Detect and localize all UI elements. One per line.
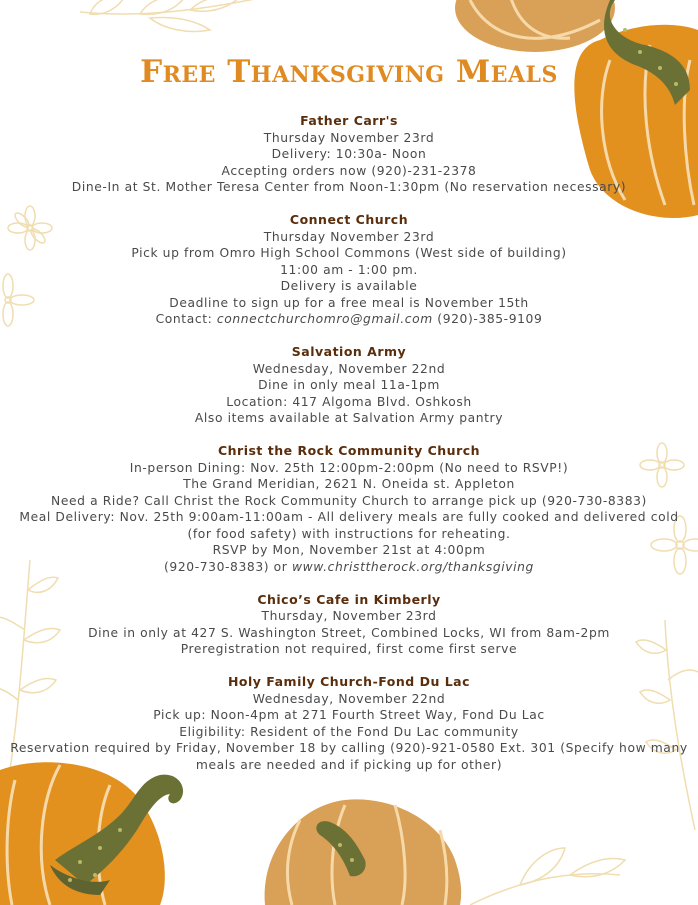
event-eligibility: Eligibility: Resident of the Fond Du Lac community bbox=[179, 724, 519, 739]
event-connect-church bbox=[10, 212, 688, 328]
contact-prefix: Contact: bbox=[155, 312, 217, 326]
event-rsvp: RSVP by Mon, November 21st at 4:00pm bbox=[212, 543, 486, 557]
page-title: Free Thanksgiving Meals bbox=[140, 54, 558, 90]
event-reservation: Reservation required by Friday, November 18 by calling (920)-921-0580 Ext. 301 (Specify how many meals are needed and if picking up for other) bbox=[10, 741, 688, 772]
event-location: Location: 417 Algoma Blvd. Oshkosh bbox=[226, 394, 472, 409]
leaf-sprig-bottom-right-icon bbox=[470, 848, 625, 905]
event-orders: Accepting orders now (920)-231-2378 bbox=[221, 163, 477, 178]
event-date: Wednesday, November 22nd bbox=[252, 691, 446, 706]
leaf-sprig-top-left-icon bbox=[80, 0, 260, 32]
contact-phone: (920)-385-9109 bbox=[432, 312, 543, 326]
event-name: Chico’s Cafe in Kimberly bbox=[257, 591, 441, 607]
event-dining: In-person Dining: Nov. 25th 12:00pm-2:00pm (No need to RSVP!) bbox=[129, 460, 569, 475]
event-web bbox=[10, 559, 688, 576]
event-meal-delivery: Meal Delivery: Nov. 25th 9:00am-11:00am - All delivery meals are fully cooked and delivered cold (for food safety) with instructions for reheating. bbox=[19, 510, 679, 541]
event-contact bbox=[10, 311, 688, 328]
pumpkin-bottom-center-icon bbox=[265, 799, 462, 905]
event-name: Connect Church bbox=[289, 212, 409, 227]
event-time: Dine in only meal 11a-1pm bbox=[258, 378, 440, 392]
event-name: Salvation Army bbox=[291, 344, 407, 359]
contact-email-link[interactable]: connectchurchomro@gmail.com bbox=[216, 312, 433, 326]
event-location: The Grand Meridian, 2621 N. Oneida st. Appleton bbox=[183, 477, 515, 491]
event-date: Wednesday, November 22nd bbox=[252, 361, 446, 376]
event-date: Thursday November 23rd bbox=[263, 229, 435, 244]
event-chicos-cafe bbox=[10, 592, 688, 658]
event-delivery: Delivery: 10:30a- Noon bbox=[271, 147, 427, 161]
event-time: 11:00 am - 1:00 pm. bbox=[280, 262, 418, 277]
event-holy-family bbox=[10, 674, 688, 773]
event-dine-in: Dine-In at St. Mother Teresa Center from Noon-1:30pm (No reservation necessary) bbox=[71, 180, 627, 194]
event-registration: Preregistration not required, first come first serve bbox=[180, 642, 518, 656]
event-delivery: Delivery is available bbox=[280, 279, 418, 293]
event-pickup: Pick up: Noon-4pm at 271 Fourth Street Way, Fond Du Lac bbox=[153, 708, 545, 722]
event-father-carrs bbox=[10, 113, 688, 196]
event-location: Dine in only at 427 S. Washington Street, Combined Locks, WI from 8am-2pm bbox=[88, 625, 610, 640]
event-name: Holy Family Church-Fond Du Lac bbox=[227, 674, 471, 689]
event-name: Father Carr's bbox=[300, 113, 398, 128]
event-phone: (920-730-8383) or bbox=[164, 559, 292, 574]
event-name: Christ the Rock Community Church bbox=[217, 443, 481, 458]
event-date: Thursday November 23rd bbox=[263, 130, 435, 145]
event-ride: Need a Ride? Call Christ the Rock Community Church to arrange pick up (920-730-8383) bbox=[51, 493, 647, 508]
event-deadline: Deadline to sign up for a free meal is November 15th bbox=[169, 295, 529, 310]
event-date: Thursday, November 23rd bbox=[261, 609, 437, 623]
event-pickup: Pick up from Omro High School Commons (West side of building) bbox=[131, 246, 567, 260]
event-pantry: Also items available at Salvation Army pantry bbox=[194, 411, 504, 425]
website-link[interactable]: www.christtherock.org/thanksgiving bbox=[291, 559, 534, 574]
event-salvation-army bbox=[10, 344, 688, 427]
events-list bbox=[10, 113, 688, 790]
event-christ-the-rock bbox=[10, 443, 688, 575]
